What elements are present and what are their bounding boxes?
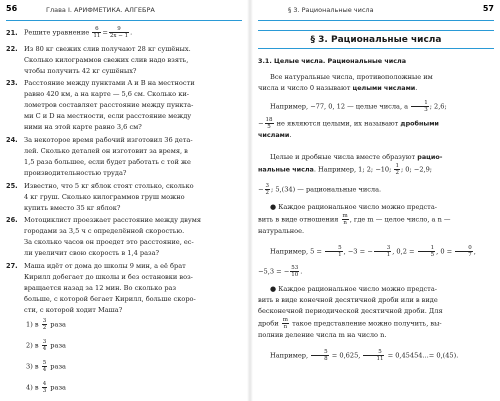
paragraph-decimal: ● Каждое рациональное число можно предста- вить в виде конечной десятичной дроби или в виде бесконечной периодической десятичной дроби. Для дроби $\frac{m}{n}$ такое представление можно получить, вы- полнив деление числа m на число n.	[258, 285, 443, 339]
option-1: 1) в $\frac{3}{2}$ раза	[26, 318, 66, 331]
section-title: § 3. Рациональные числа	[258, 30, 494, 49]
problem-23: 23. Расстояние между пунктами A и B на местности равно 420 км, а на карте — 5,6 см. Сколько ки- лометров составляет расстояние между пункта- ми C и D на местности, если расстояние между ними на этой карте равно 3,6 см?	[6, 79, 195, 131]
problem-24: 24. За некоторое время рабочий изготовил 36 дета- лей. Сколько деталей он изготовит за время, в 1,5 раза большее, если будет работать с той же производительностью труда?	[6, 136, 193, 177]
option-3: 3) в $\frac{5}{4}$ раза	[26, 360, 66, 373]
paragraph-ratio-example-2: −5,3 = − $\frac{53}{10}$ .	[258, 265, 303, 278]
paragraph-rational-examples: − $\frac{3}{2}$ ; 5,(34) — рациональные числа.	[258, 183, 382, 196]
problem-26: 26. Мотоциклист проезжает расстояние между двумя городами за 3,5 ч с определённой скоростью. За сколько часов он проедет это расстояние, ес- ли увеличит свою скорость в 1,4 раза?	[6, 216, 202, 257]
paragraph-fractional: − $\frac{18}{5}$ не являются целыми, их называют дробными числами.	[258, 117, 439, 139]
problem-25: 25. Известно, что 5 кг яблок стоят столько, сколько 4 кг груш. Сколько килограммов груш можно купить вместо 35 кг яблок?	[6, 182, 194, 212]
eq-lhs-fraction: $\frac{6}{11}$	[93, 26, 101, 39]
bullet-icon: ●	[270, 203, 277, 211]
eq-rhs-fraction: $\frac{9}{2x - 1}$	[109, 26, 129, 39]
option-4: 4) в $\frac{4}{3}$ раза	[26, 381, 66, 394]
paragraph-ratio: ● Каждое рациональное число можно предста- вить в виде отношения $\frac{m}{n}$ , где m — целое число, а n — натуральное.	[258, 203, 451, 235]
paragraph-rational: Целые и дробные числа вместе образуют рацио- нальные числа. Например, 1; 2; −10; $\frac{1}{2}$ ; 0; −2,9;	[258, 153, 443, 176]
problem-27: 27. Маша идёт от дома до школы 9 мин, а её брат Кирилл добегает до школы и без остановки воз- вращается назад за 12 мин. Во сколько раз больше, с которой бегает Кирилл, больше скоро- сти, с которой ходит Маша?	[6, 262, 196, 314]
paragraph-integers: Все натуральные числа, противоположные им числа и число 0 называют целыми числами.	[258, 73, 433, 92]
left-page-number: 56	[6, 4, 18, 13]
paragraph-examples-integers: Например, −77, 0, 12 — целые числа, а $\frac{1}{3}$ ; 2,6;	[270, 100, 447, 113]
right-header	[258, 2, 494, 21]
paragraph-decimal-examples: Например, $\frac{5}{8}$ = 0,625, $\frac{5}{11}$ = 0,45454...= 0,(45).	[270, 349, 459, 362]
option-2: 2) в $\frac{3}{4}$ раза	[26, 339, 66, 352]
bullet-icon-2: ●	[270, 285, 277, 293]
left-header	[6, 2, 242, 21]
subsection-title: 3.1. Целые числа. Рациональные числа	[258, 57, 407, 65]
chapter-title: Глава I. АРИФМЕТИКА. АЛГЕБРА	[46, 6, 155, 14]
right-page	[250, 0, 500, 401]
section-header: § 3. Рациональные числа	[288, 6, 374, 14]
problem-22: 22. Из 80 кг свежих слив получают 28 кг сушёных. Сколько килограммов свежих слив надо взять, чтобы получить 42 кг сушёных?	[6, 45, 191, 75]
right-page-number: 57	[482, 4, 494, 13]
paragraph-ratio-examples: Например, 5 = $\frac{5}{1}$ , −3 = − $\frac{3}{1}$ , 0,2 = $\frac{1}{5}$ , 0 = $\frac{0}{7}$ ,	[270, 245, 476, 258]
problem-21: 21. Решите уравнение $\frac{6}{11}$ = $\frac{9}{2x - 1}$ .	[6, 26, 133, 39]
